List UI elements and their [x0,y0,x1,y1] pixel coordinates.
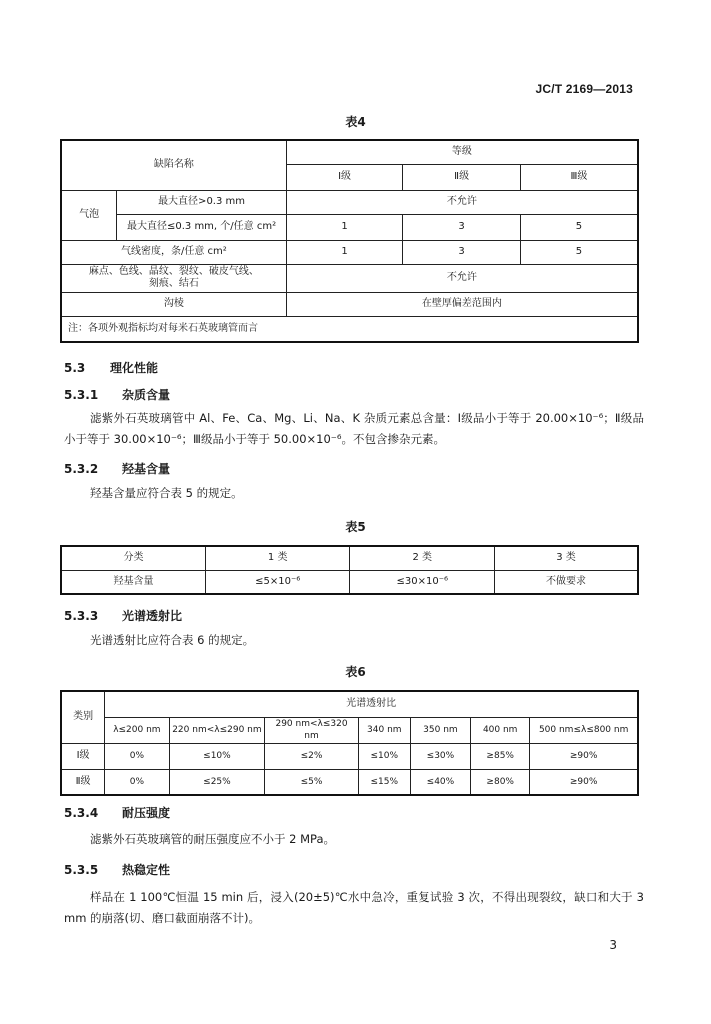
table4-bubble-group: 气泡 [61,190,117,240]
table6-cell: ≤5% [265,769,359,795]
table6-wavelength-header: 290 nm<λ≤320 nm [265,717,359,743]
table4-groove-label: 沟棱 [61,292,286,316]
section-5-3-heading [64,359,158,376]
table6-wavelength-header: λ≤200 nm [105,717,169,743]
table5-header-cell: 1 类 [205,546,350,570]
table4-cell: 1 [286,240,403,264]
table5-header-cell: 3 类 [495,546,638,570]
section-number: 5.3.2 [64,462,99,476]
table4-grade-2: Ⅱ级 [403,164,521,190]
table6-cell: ≤10% [358,743,410,769]
section-number: 5.3.1 [64,388,99,402]
table4-cell: 3 [403,240,521,264]
table6 [60,690,639,796]
section-number: 5.3.4 [64,806,99,820]
table6-cell: ≤10% [169,743,265,769]
table6-wavelength-header: 500 nm≤λ≤800 nm [530,717,638,743]
table6-cell: ≤25% [169,769,265,795]
table4-caption: 表4 [345,115,366,129]
table4-spots-label [61,264,286,292]
table6-wavelength-header: 350 nm [410,717,470,743]
table4-defect-name-header: 缺陷名称 [61,140,286,190]
table6-cell: ≤2% [265,743,359,769]
table5-header-cell: 2 类 [350,546,495,570]
table5-cell: 羟基含量 [61,570,205,594]
table5-caption: 表5 [345,520,366,534]
section-5-3-4-heading [64,804,170,821]
table6-grade: Ⅱ级 [61,769,105,795]
table6-wavelength-header: 220 nm<λ≤290 nm [169,717,265,743]
table4-spots-value: 不允许 [286,264,638,292]
section-number: 5.3.5 [64,863,99,877]
section-5-3-2-heading [64,460,170,477]
section-5-3-2-body: 羟基含量应符合表 5 的规定。 [90,486,243,500]
table6-cell: ≥85% [471,743,530,769]
table5-cell: 不做要求 [495,570,638,594]
section-title: 杂质含量 [122,388,171,402]
section-5-3-1-heading [64,386,170,403]
table4-cell: 5 [520,214,638,240]
table4-cell: 5 [520,240,638,264]
section-5-3-1-body: 滤紫外石英玻璃管中 Al、Fe、Ca、Mg、Li、Na、K 杂质元素总含量：Ⅰ级品小于等于 20.00×10⁻⁶；Ⅱ级品小于等于 30.00×10⁻⁶；Ⅲ级品小于等于 50.00×10⁻⁶。不包含掺杂元素。 [64,411,644,446]
section-title: 理化性能 [110,361,159,375]
table5 [60,545,639,595]
section-number: 5.3.3 [64,609,99,623]
section-5-3-3-heading [64,607,182,624]
standard-code-header: JC/T 2169—2013 [535,82,633,96]
table5-header-cell: 分类 [61,546,205,570]
section-title: 羟基含量 [122,462,171,476]
table6-caption: 表6 [345,665,366,679]
table4-grade-1: Ⅰ级 [286,164,403,190]
table4-grade-3: Ⅲ级 [520,164,638,190]
table6-wavelength-header: 400 nm [471,717,530,743]
table4-spots-label-line2: 刻痕、结石 [148,278,199,289]
table6-cell: ≥90% [530,743,638,769]
section-title: 热稳定性 [122,863,171,877]
table4-gas-line-label: 气线密度，条/任意 cm² [61,240,286,264]
table4-groove-value: 在壁厚偏差范围内 [286,292,638,316]
table6-category-header: 类别 [61,691,105,743]
table6-transmittance-header: 光谱透射比 [105,691,638,717]
table6-wavelength-header: 340 nm [358,717,410,743]
table4-spots-label-line1: 麻点、色线、晶纹、裂纹、破皮气线、 [88,266,259,277]
table4-cell: 1 [286,214,403,240]
table6-cell: ≥80% [471,769,530,795]
table6-grade: Ⅰ级 [61,743,105,769]
table5-cell: ≤30×10⁻⁶ [350,570,495,594]
section-5-3-5-heading [64,861,170,878]
section-title: 耐压强度 [122,806,171,820]
section-5-3-4-body: 滤紫外石英玻璃管的耐压强度应不小于 2 MPa。 [90,832,336,846]
section-title: 光谱透射比 [122,609,183,623]
table6-cell: ≤40% [410,769,470,795]
table4-max-diam-gt-value: 不允许 [286,190,638,214]
table4-max-diam-gt-label: 最大直径>0.3 mm [117,190,286,214]
page-number: 3 [609,938,617,952]
table4-grade-header: 等级 [286,140,638,164]
table6-cell: ≤30% [410,743,470,769]
section-number: 5.3 [64,361,86,375]
table4-max-diam-le-label: 最大直径≤0.3 mm, 个/任意 cm² [117,214,286,240]
table5-cell: ≤5×10⁻⁶ [205,570,350,594]
table6-cell: ≥90% [530,769,638,795]
table6-cell: 0% [105,769,169,795]
section-5-3-5-body: 样品在 1 100℃恒温 15 min 后，浸入(20±5)℃水中急冷，重复试验 3 次，不得出现裂纹，缺口和大于 3 mm 的崩落(切、磨口截面崩落不计)。 [64,890,644,925]
table4 [60,139,639,343]
table4-note: 注：各项外观指标均对每米石英玻璃管而言 [61,316,638,342]
table6-cell: ≤15% [358,769,410,795]
table4-cell: 3 [403,214,521,240]
section-5-3-3-body: 光谱透射比应符合表 6 的规定。 [90,633,255,647]
table6-cell: 0% [105,743,169,769]
